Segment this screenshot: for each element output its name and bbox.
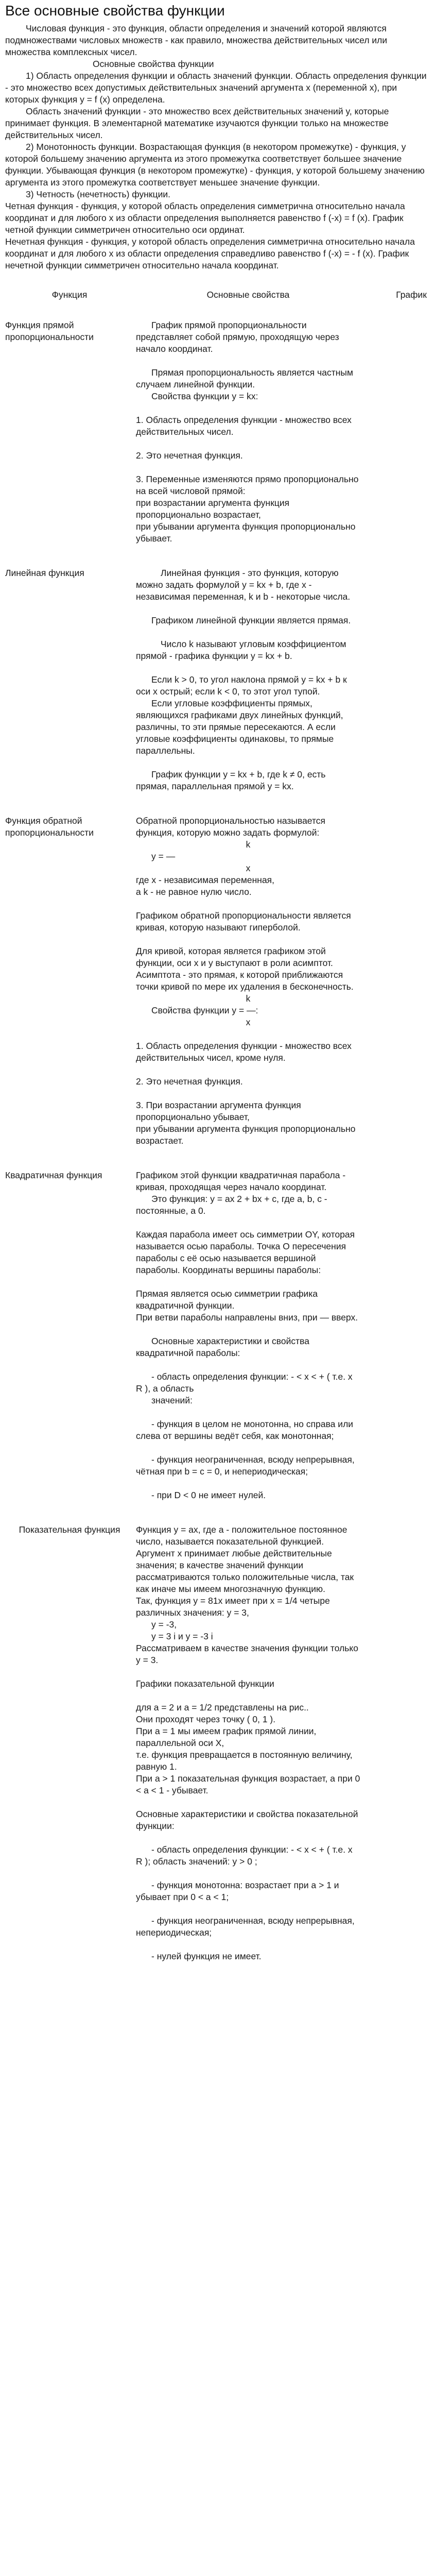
property-text: значений: xyxy=(151,1395,193,1405)
spacer xyxy=(136,462,360,473)
spacer xyxy=(136,438,360,450)
table-header-row xyxy=(5,289,432,319)
function-properties xyxy=(136,1524,362,1962)
property-text: Число k называют угловым коэффициентом прямой - графика функции y = kx + b. xyxy=(136,639,346,661)
property-text: при убывании аргумента функция пропорционально убывает. xyxy=(136,521,356,544)
intro-section xyxy=(5,23,432,272)
property-text: - область определения функции: - < x < + ( т.е. x R ); область значений: y > 0 ; xyxy=(136,1844,353,1867)
spacer xyxy=(136,1903,360,1915)
page-title: Все основные свойства функции xyxy=(5,3,225,19)
property-text: 2. Это нечетная функция. xyxy=(136,1076,243,1087)
property-text: Графиком этой функции квадратичная парабола - кривая, проходящая через начало координат. xyxy=(136,1170,346,1192)
intro-paragraph: Четная функция - функция, у которой область определения симметрична относительно начала координат и для любого х из области определения выполняется равенство f (-x) = f (x). График четной функции симметричен относительно оси ординат. xyxy=(5,201,405,235)
property-text: Функция y = ax, где a - положительное постоянное число, называется показательной функцией. Аргумент x принимает любые действительные значения; в качестве значений функции рассматриваются только положительные числа, так как иначе мы имеем многозначную функцию. xyxy=(136,1524,354,1594)
property-text: Прямая является осью симметрии графика квадратичной функции. xyxy=(136,1289,318,1311)
function-graph xyxy=(362,567,432,792)
header-properties: Основные свойства xyxy=(206,290,290,300)
property-text: Для кривой, которая является графиком этой функции, оси x и y выступают в роли асимптот. Асимптота - это прямая, к которой приближаются точки кривой по мере их удаления в бесконечность. xyxy=(136,946,354,992)
row-gap xyxy=(5,545,432,567)
function-name: Функция обратной пропорциональности xyxy=(5,816,94,838)
spacer xyxy=(136,1690,360,1702)
property-text: Основные характеристики и свойства показательной функции: xyxy=(136,1809,358,1831)
functions-table xyxy=(5,289,432,1985)
spacer xyxy=(136,1442,360,1454)
property-text: Каждая парабола имеет ось симметрии OY, которая называется осью параболы. Точка O пересечения параболы с её осью называется вершиной параболы. Координаты вершины параболы: xyxy=(136,1229,355,1275)
property-text: Если угловые коэффициенты прямых, являющихся графиками двух линейных функций, различны, то эти прямые пересекаются. А если угловые коэффициенты одинаковы, то прямые параллельны. xyxy=(136,698,343,756)
intro-paragraph: Числовая функция - это функция, области определения и значений которой являются подмножествами числовых множеств - как правило, множества действительных чисел или множества комплексных чисел. xyxy=(5,23,388,57)
property-text: 2. Это нечетная функция. xyxy=(136,450,243,461)
spacer xyxy=(136,402,360,414)
row-gap xyxy=(5,1147,432,1170)
spacer xyxy=(136,757,360,769)
property-text: y = 3 i и y = -3 i xyxy=(151,1631,213,1641)
property-text: Графиком линейной функции является прямая. xyxy=(151,615,351,625)
function-properties xyxy=(136,567,362,792)
spacer xyxy=(136,1276,360,1288)
property-text: где x - независимая переменная, xyxy=(136,875,275,885)
property-text: 1. Область определения функции - множество всех действительных чисел, кроме нуля. xyxy=(136,1041,352,1063)
property-text: 1. Область определения функции - множество всех действительных чисел. xyxy=(136,415,352,437)
property-text: x xyxy=(246,863,251,873)
spacer xyxy=(136,934,360,945)
property-text: при возрастании аргумента функция пропорционально возрастает, xyxy=(136,498,290,520)
property-text: а k - не равное нулю число. xyxy=(136,887,252,897)
table-row xyxy=(5,1170,432,1501)
function-graph xyxy=(362,1170,432,1501)
property-text: x xyxy=(246,1017,251,1027)
spacer xyxy=(136,1064,360,1076)
spacer xyxy=(136,1868,360,1879)
property-text: График функции y = kx + b, где k ≠ 0, есть прямая, параллельная прямой y = kx. xyxy=(136,769,326,791)
spacer xyxy=(136,898,360,910)
intro-paragraph: 2) Монотонность функции. Возрастающая функция (в некотором промежутке) - функция, у которой большему значению аргумента из этого промежутка соответствует большее значение функции. Убывающая функция (в некотором промежутке) - функция, у которой большему значению аргумента из этого промежутка соответствует меньшее значение функции. xyxy=(5,142,425,188)
table-row xyxy=(5,1524,432,1962)
spacer xyxy=(136,1832,360,1844)
property-text: Основные характеристики и свойства квадратичной параболы: xyxy=(136,1336,309,1358)
intro-paragraph: Область значений функции - это множество всех действительных значений y, которые принимает функция. В элементарной математике изучаются функции только на множестве действительных чисел. xyxy=(5,106,389,140)
function-graph xyxy=(362,815,432,1147)
spacer xyxy=(136,1088,360,1099)
spacer xyxy=(136,1028,360,1040)
spacer xyxy=(136,1324,360,1335)
property-text: Свойства функции y = kx: xyxy=(151,391,258,401)
spacer xyxy=(136,355,360,367)
function-properties xyxy=(136,1170,362,1501)
row-gap xyxy=(5,1501,432,1524)
property-text: Так, функция y = 81x имеет при x = 1/4 четыре различных значения: y = 3, xyxy=(136,1596,330,1618)
function-name: Линейная функция xyxy=(5,568,84,578)
property-text: при убывании аргумента функция пропорционально возрастает. xyxy=(136,1124,356,1146)
table-row xyxy=(5,319,432,545)
property-text: Это функция: y = ax 2 + bx + c, где a, b, c - постоянные, a 0. xyxy=(136,1194,327,1216)
header-function: Функция xyxy=(51,290,88,300)
property-text: 3. При возрастании аргумента функция пропорционально убывает, xyxy=(136,1100,301,1122)
property-text: Рассматриваем в качестве значения функции только y = 3. xyxy=(136,1643,358,1665)
spacer xyxy=(136,1406,360,1418)
function-name: Функция прямой пропорциональности xyxy=(5,320,94,342)
property-text: При ветви параболы направлены вниз, при — вверх. xyxy=(136,1312,358,1323)
spacer xyxy=(136,626,360,638)
property-text: k xyxy=(246,993,251,1004)
header-graph: График xyxy=(396,290,427,300)
property-text: Если k > 0, то угол наклона прямой y = kx + b к оси x острый; если k < 0, то этот угол тупой. xyxy=(136,674,347,697)
spacer xyxy=(136,1797,360,1808)
property-text: y = -3, xyxy=(151,1619,177,1630)
function-properties xyxy=(136,319,362,545)
property-text: Графиком обратной пропорциональности является кривая, которую называют гиперболой. xyxy=(136,910,351,933)
property-text: Они проходят через точку ( 0, 1 ). xyxy=(136,1714,276,1724)
intro-paragraph: 3) Четность (нечетность) функции. xyxy=(26,189,170,199)
property-text: Линейная функция - это функция, которую можно задать формулой y = kx + b, где x - независимая переменная, k и b - некоторые числа. xyxy=(136,568,351,602)
property-text: для a = 2 и a = 1/2 представлены на рис.. xyxy=(136,1702,309,1713)
function-name: Показательная функция xyxy=(19,1524,120,1535)
property-text: - функция в целом не монотонна, но справа или слева от вершины ведёт себя, как монотонная; xyxy=(136,1419,354,1441)
spacer xyxy=(136,603,360,615)
spacer xyxy=(136,1359,360,1371)
property-text: - при D < 0 не имеет нулей. xyxy=(151,1490,266,1500)
property-text: k xyxy=(246,839,251,850)
function-name: Квадратичная функция xyxy=(5,1170,102,1180)
intro-paragraph: 1) Область определения функции и область значений функции. Область определения функции - это множество всех допустимых действительных значений аргумента x (переменной x), при которых функция y = f (x) определена. xyxy=(5,71,427,105)
intro-paragraph: Нечетная функция - функция, у которой область определения симметрична относительно начала координат и для любого х из области определения справедливо равенство f (-x) = - f (x). График нечетной функции симметричен относительно начала координат. xyxy=(5,236,415,270)
table-row xyxy=(5,567,432,792)
spacer xyxy=(136,1478,360,1489)
property-text: При a = 1 мы имеем график прямой линии, параллельной оси X, xyxy=(136,1726,317,1748)
property-text: Обратной пропорциональностью называется функция, которую можно задать формулой: xyxy=(136,816,326,838)
spacer xyxy=(136,662,360,674)
row-gap xyxy=(5,1962,432,1985)
property-text: - нулей функция не имеет. xyxy=(151,1951,261,1961)
row-gap xyxy=(5,792,432,815)
property-text: - функция неограниченная, всюду непрерывная, непериодическая; xyxy=(136,1916,355,1938)
function-graph xyxy=(362,1524,432,1962)
spacer xyxy=(136,1939,360,1951)
spacer xyxy=(136,1217,360,1229)
property-text: - область определения функции: - < x < + ( т.е. x R ), а область xyxy=(136,1371,353,1394)
property-text: - функция неограниченная, всюду непрерывная, чётная при b = c = 0, и непериодическая; xyxy=(136,1454,355,1477)
spacer xyxy=(136,1666,360,1678)
table-row xyxy=(5,815,432,1147)
property-text: т.е. функция превращается в постоянную величину, равную 1. xyxy=(136,1750,353,1772)
property-text: Прямая пропорциональность является частным случаем линейной функции. xyxy=(136,367,353,389)
property-text: При a > 1 показательная функция возрастает, а при 0 < a < 1 - убывает. xyxy=(136,1773,360,1795)
function-properties xyxy=(136,815,362,1147)
section-subtitle: Основные свойства функции xyxy=(93,59,214,69)
property-text: y = — xyxy=(151,851,176,861)
property-text: - функция монотонна: возрастает при a > 1 и убывает при 0 < a < 1; xyxy=(136,1880,339,1902)
property-text: График прямой пропорциональности представляет собой прямую, проходящую через начало координат. xyxy=(136,320,339,354)
property-text: 3. Переменные изменяются прямо пропорционально на всей числовой прямой: xyxy=(136,474,359,496)
property-text: Графики показательной функции xyxy=(136,1679,274,1689)
property-text: Свойства функции y = —: xyxy=(151,1005,258,1015)
function-graph xyxy=(362,319,432,545)
